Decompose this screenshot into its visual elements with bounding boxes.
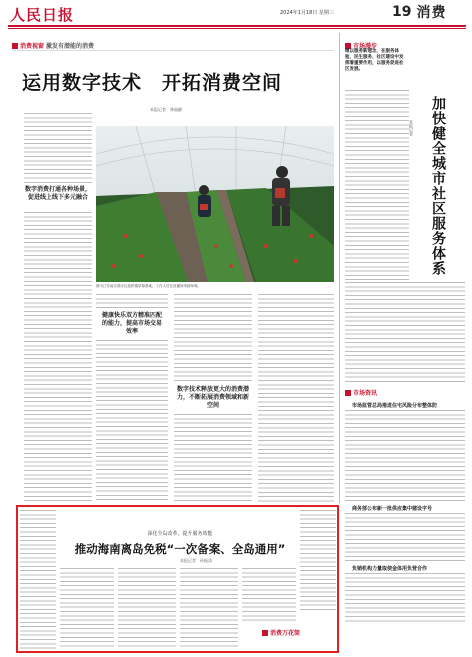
body-text-block — [345, 282, 465, 382]
body-text-block — [174, 414, 252, 502]
subhead-3: 数字技术释放更大的消费潜力，不断拓展消费领域和新空间 — [176, 386, 249, 409]
body-text-block — [60, 568, 114, 648]
news-tag — [345, 388, 377, 397]
right-column-tag-label: 市场漫步 — [353, 43, 378, 50]
vertical-byline: 本报记者 — [409, 120, 414, 136]
body-text-block — [258, 294, 334, 502]
news-item-title: 商务部公布新一批供应集中建设字号 — [352, 506, 433, 512]
news-item-title: 市场监管总局推进住宅风险分布整体防 — [352, 403, 438, 409]
body-text-block — [118, 568, 176, 648]
tag-square-icon — [345, 43, 351, 49]
headline-byline: 本报记者 林丽鹂 — [150, 107, 182, 112]
body-text-block — [345, 90, 409, 280]
news-item-body — [345, 410, 465, 498]
feature-tag-label: 消费万花筒 — [270, 630, 301, 637]
body-text-block — [96, 294, 168, 310]
subhead-2: 健康快乐双方精准匹配的能力，提高市场交易效率 — [101, 312, 162, 335]
tag-square-icon — [262, 630, 268, 636]
news-item-title: 负销机构力量取使金体用负营合作 — [352, 566, 428, 572]
body-text-block — [300, 510, 336, 610]
body-text-block — [24, 113, 92, 183]
newspaper-logo: 人民日报 — [10, 6, 75, 24]
column-kicker: 激发有潜能的消费 — [46, 43, 95, 50]
body-text-block — [174, 294, 252, 382]
feature-byline: 本报记者 孙振涛 — [180, 558, 212, 563]
tag-square-icon — [345, 390, 351, 396]
body-text-block — [96, 340, 168, 502]
column-tag-main — [12, 41, 94, 50]
body-text-block — [24, 212, 92, 502]
news-tag-label: 市场资讯 — [353, 390, 378, 397]
issue-date: 2024年1月18日 星期三 — [280, 10, 334, 16]
pull-quote: 继以服务新理念，在服务体验、民生服务、社区建设中发挥着重要作用，以服务促进社区发展。 — [345, 49, 404, 72]
photo-caption: 图为江苏南京溧水区晶桥镇草莓基地，工作人员在直播间采摘草莓。 — [96, 284, 201, 288]
feature-headline: 推动海南离岛免税“一次备案、全岛通用” — [74, 542, 286, 556]
page-headline: 运用数字技术 开拓消费空间 — [22, 72, 283, 94]
news-item-body — [345, 513, 465, 557]
body-text-block — [180, 568, 238, 648]
tag-square-icon — [12, 43, 18, 49]
page-header — [392, 2, 468, 22]
feature-kicker: 深化全岛改革，提升服务效能 — [147, 531, 213, 537]
page-number: 19 — [392, 4, 412, 20]
body-text-block — [242, 568, 296, 623]
news-item-body — [345, 573, 465, 623]
vertical-article-title: 加快健全城市社区服务体系 — [430, 96, 446, 276]
section-name: 消费 — [416, 5, 447, 21]
header-rule — [8, 25, 466, 27]
column-tag-label: 消费视窗 — [20, 43, 45, 50]
body-text-block — [20, 510, 56, 650]
feature-tag — [262, 628, 300, 637]
header-rule-thin — [8, 28, 466, 29]
subhead-1: 数字消费打通各种场景，促进线上线下多元融合 — [24, 186, 91, 201]
strawberry-greenhouse-photo — [96, 126, 334, 282]
